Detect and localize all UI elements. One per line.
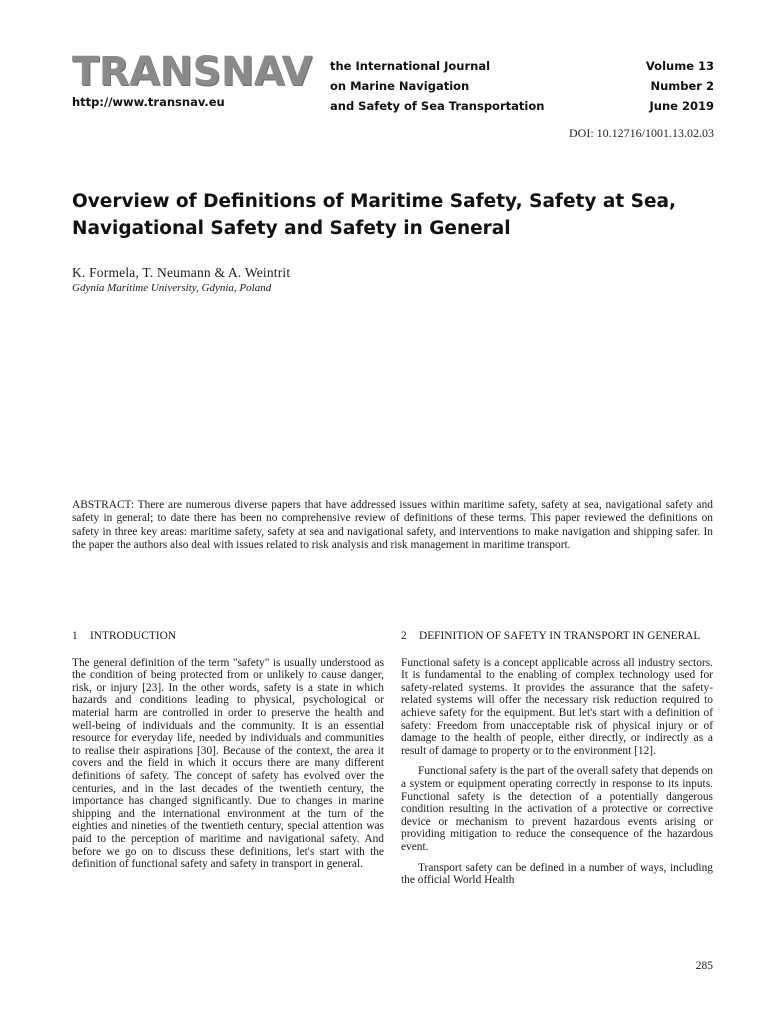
section-heading (72, 630, 384, 643)
journal-logo (72, 50, 322, 94)
abstract: ABSTRACT: There are numerous diverse papers that have addressed issues within maritime safety, safety at sea, navigational safety and safety in general; to date there has been no comprehensive review of definitions of these terms. This paper reviewed the definitions on safety in three key areas: maritime safety, safety at sea and navigational safety, and interventions to make navigation and shipping safer. In the paper the authors also deal with issues related to risk analysis and risk management in maritime transport. (72, 499, 713, 552)
journal-line: and Safety of Sea Transportation (330, 99, 545, 113)
journal-line: on Marine Navigation (330, 79, 470, 93)
left-column (72, 630, 384, 879)
body-paragraph: Transport safety can be defined in a number of ways, including the official World Health (401, 861, 713, 887)
logo-text: TRANSNAV (72, 49, 313, 95)
journal-name (330, 56, 544, 116)
body-paragraph: Functional safety is a concept applicable across all industry sectors. It is fundamental to the enabling of complex technology used for safety-related systems. It provides the assurance that the safety-related systems will offer the necessary risk reduction required to achieve safety for the equipment. But let's start with a definition of safety: Freedom from unacceptable risk of physical injury or of damage to the health of people, either directly, or indirectly as a result of damage to property or to the environment [12]. (401, 656, 713, 757)
section-heading (401, 630, 713, 643)
paper-title: Overview of Definitions of Maritime Safety, Safety at Sea, Navigational Safety and Safety in General (72, 191, 677, 239)
site-url-link[interactable]: http://www.transnav.eu (72, 95, 225, 109)
volume-label: Volume 13 (645, 59, 714, 73)
issue-info (646, 56, 714, 116)
section-number: 1 (72, 630, 78, 642)
section-title: DEFINITION OF SAFETY IN TRANSPORT IN GENERAL (419, 630, 701, 642)
journal-line: the International Journal (330, 59, 491, 73)
body-paragraph: Functional safety is the part of the overall safety that depends on a system or equipment operating correctly in response to its inputs. Functional safety is the detection of a potentially dangerous condition resulting in the activation of a protective or corrective device or mechanism to prevent hazardous events arising or providing mitigation to reduce the consequence of the hazardous event. (401, 765, 713, 853)
date-label: June 2019 (649, 99, 714, 113)
number-label: Number 2 (650, 79, 714, 93)
doi-link[interactable]: DOI: 10.12716/1001.13.02.03 (569, 126, 714, 140)
right-column (401, 630, 713, 895)
affiliation: Gdynia Maritime University, Gdynia, Poland (72, 282, 272, 294)
section-number: 2 (401, 630, 407, 642)
body-paragraph: The general definition of the term "safety" is usually understood as the condition of being protected from or unlikely to cause danger, risk, or injury [23]. In the other words, safety is a state in which hazards and conditions leading to physical, psychological or material harm are controlled in order to preserve the health and well-being of individuals and the community. It is an essential resource for everyday life, needed by individuals and communities to realise their aspirations [30]. Because of the context, the area it covers and the field in which it occurs there are many different definitions of safety. The concept of safety has evolved over the centuries, and in the last decades of the twentieth century, the importance has changed significantly. Due to changes in marine shipping and the international environment at the turn of the eighties and nineties of the twentieth century, special attention was paid to the perception of maritime and navigational safety. And before we go on to discuss these definitions, let's start with the definition of functional safety and safety in transport in general. (72, 656, 384, 871)
page-number: 285 (695, 960, 713, 972)
author-list: K. Formela, T. Neumann & A. Weintrit (72, 265, 291, 280)
section-title: INTRODUCTION (90, 630, 177, 642)
